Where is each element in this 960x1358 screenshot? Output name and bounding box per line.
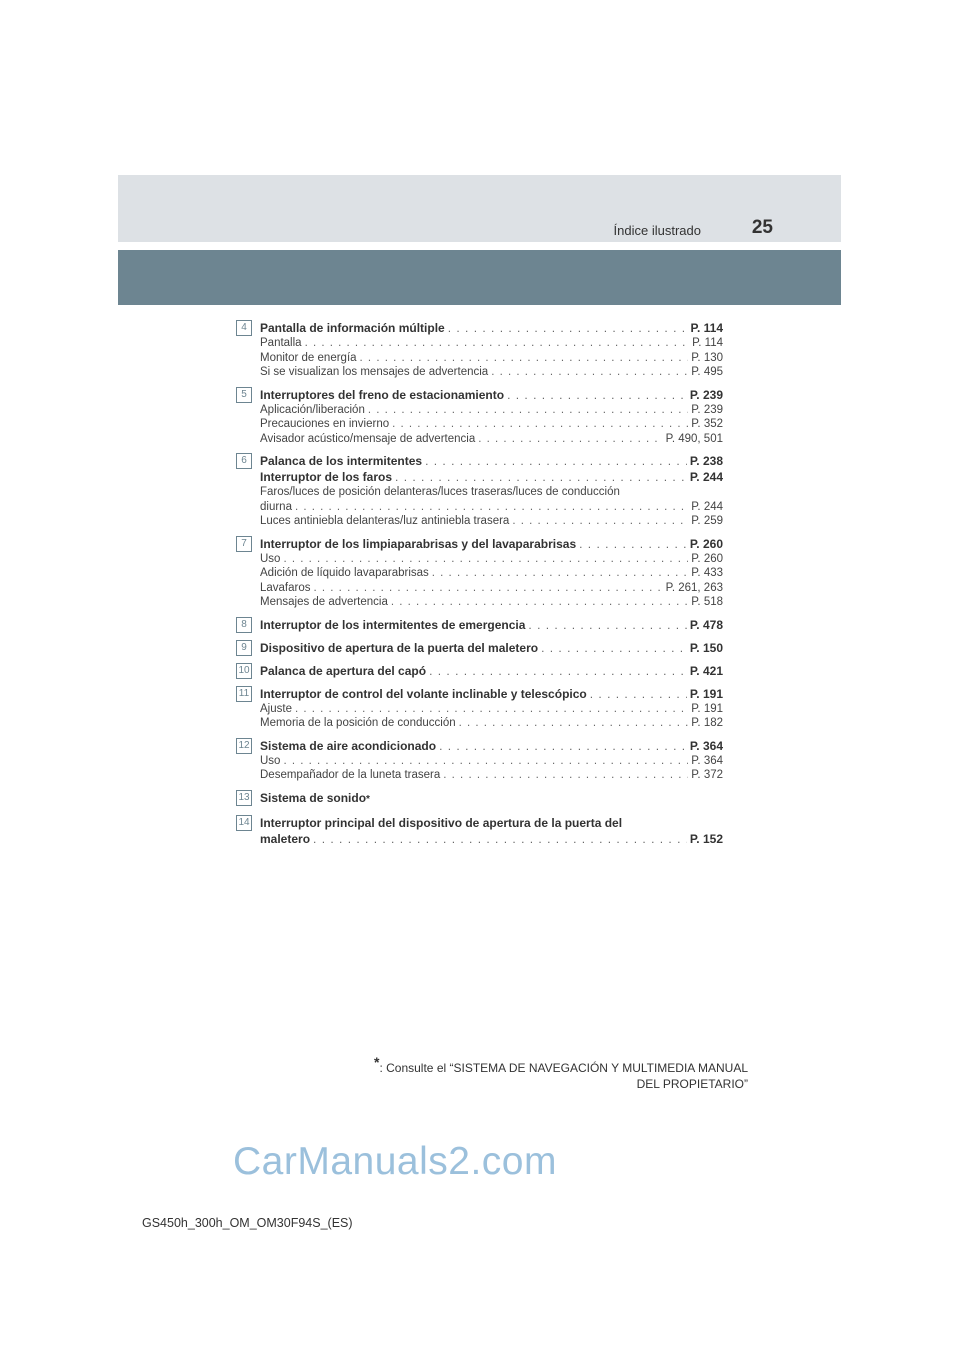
sub-entry <box>260 768 723 783</box>
sub-entry <box>260 365 723 380</box>
leader-dots <box>313 831 687 847</box>
sub-entry <box>260 351 723 366</box>
entry-page-ref[interactable]: P. 364 <box>689 738 723 753</box>
sub-entry-label: Pantalla <box>260 337 302 349</box>
entry-title: Palanca de los intermitentes <box>260 454 423 468</box>
sub-entry <box>260 566 723 581</box>
sub-entry-label: Avisador acústico/mensaje de advertencia <box>260 432 476 445</box>
index-entry <box>236 453 723 529</box>
entry-title: Interruptor de los intermitentes de emergencia <box>260 617 526 632</box>
sub-entry-page-ref[interactable]: P. 364 <box>691 754 723 767</box>
sub-entry-page-ref[interactable]: P. 114 <box>692 337 723 349</box>
sub-entry <box>260 403 723 418</box>
leader-dots <box>443 768 688 783</box>
leader-dots <box>395 469 687 485</box>
sub-entry <box>260 702 723 717</box>
entry-title: Dispositivo de apertura de la puerta del maletero <box>260 640 539 655</box>
entry-number-badge: 5 <box>236 387 252 403</box>
footnote-star: * <box>374 1054 380 1070</box>
leader-dots <box>478 432 662 447</box>
entry-title: Sistema de aire acondicionado <box>260 738 437 753</box>
sub-entry-page-ref[interactable]: P. 244 <box>691 500 723 513</box>
sub-entry <box>260 432 723 447</box>
index-entry <box>236 387 723 447</box>
page-number: 25 <box>751 217 773 238</box>
entry-page-ref[interactable]: P. 238 <box>689 454 723 468</box>
leader-dots <box>305 336 690 351</box>
sub-entry-label: Luces antiniebla delanteras/luz antiniebla trasera <box>260 515 510 527</box>
entry-title: Interruptor de los faros <box>260 470 393 484</box>
leader-dots <box>283 552 688 567</box>
leader-dots <box>541 640 687 656</box>
sub-entry-label: Desempañador de la luneta trasera <box>260 769 441 781</box>
entry-page-ref[interactable]: P. 152 <box>689 831 723 846</box>
entry-number-badge: 13 <box>236 790 252 806</box>
entry-number-badge: 10 <box>236 663 252 679</box>
entry-title: Interruptor principal del dispositivo de apertura de la puerta del <box>260 815 623 830</box>
sub-entry-page-ref[interactable]: P. 191 <box>691 702 723 715</box>
index-entry <box>236 640 723 656</box>
sub-entry-label: Precauciones en invierno <box>260 418 390 430</box>
sub-entry-page-ref[interactable]: P. 239 <box>691 403 723 416</box>
footer-document-code: GS450h_300h_OM_OM30F94S_(ES) <box>142 1216 353 1230</box>
sub-entry <box>260 514 723 529</box>
sub-entry-page-ref[interactable]: P. 372 <box>691 769 723 781</box>
index-entry <box>236 815 723 847</box>
leader-dots <box>391 595 688 610</box>
section-title: Índice ilustrado <box>613 223 701 238</box>
index-entry <box>236 663 723 679</box>
leader-dots <box>512 514 688 529</box>
sub-entry <box>260 417 723 432</box>
entry-title: maletero <box>260 831 311 846</box>
sub-entry-label: Mensajes de advertencia <box>260 596 388 608</box>
entry-page-ref[interactable]: P. 244 <box>689 470 723 484</box>
entry-number-badge: 7 <box>236 536 252 552</box>
leader-dots <box>295 702 688 717</box>
sub-entry <box>260 716 723 731</box>
leader-dots <box>425 453 687 469</box>
entry-page-ref[interactable]: P. 239 <box>689 387 723 402</box>
sub-entry <box>260 595 723 610</box>
sub-entry-label: Lavafaros <box>260 581 311 594</box>
entry-number-badge: 6 <box>236 453 252 469</box>
leader-dots <box>439 738 687 754</box>
index-entry <box>236 320 723 380</box>
leader-dots <box>295 500 688 515</box>
index-entry <box>236 686 723 731</box>
entry-title: Interruptor de control del volante inclinable y telescópico <box>260 686 587 701</box>
entry-number-badge: 4 <box>236 320 252 336</box>
entry-page-ref[interactable]: P. 114 <box>690 321 723 335</box>
sub-entry <box>260 581 723 596</box>
sub-entry-page-ref[interactable]: P. 130 <box>691 351 723 364</box>
sub-entry-page-ref[interactable]: P. 433 <box>691 567 723 579</box>
sub-entry <box>260 754 723 769</box>
watermark: CarManuals2.com <box>233 1140 557 1183</box>
entry-title: Interruptores del freno de estacionamiento <box>260 387 505 402</box>
entry-page-ref[interactable]: P. 260 <box>689 536 723 551</box>
leader-dots <box>448 320 688 336</box>
sub-entry <box>260 336 723 351</box>
leader-dots <box>360 351 689 366</box>
sub-entry-page-ref[interactable]: P. 495 <box>691 366 723 378</box>
leader-dots <box>283 754 688 769</box>
entry-page-ref[interactable]: P. 191 <box>689 686 723 701</box>
leader-dots <box>429 663 687 679</box>
leader-dots <box>459 716 689 731</box>
sub-entry-label: diurna <box>260 500 292 513</box>
leader-dots <box>392 417 688 432</box>
index-entry <box>236 617 723 633</box>
entry-title: Sistema de sonido <box>260 790 367 805</box>
leader-dots <box>590 686 687 702</box>
footnote <box>374 1054 748 1092</box>
sub-entry-label: Monitor de energía <box>260 351 357 364</box>
entry-title: Interruptor de los limpiaparabrisas y del lavaparabrisas <box>260 536 577 551</box>
leader-dots <box>368 403 688 418</box>
sub-entry <box>260 552 723 567</box>
index-entry <box>236 536 723 610</box>
sub-entry-label: Si se visualizan los mensajes de advertencia <box>260 366 489 378</box>
header-top-band <box>118 175 841 242</box>
leader-dots <box>314 581 663 596</box>
entry-page-ref[interactable]: P. 421 <box>689 663 723 678</box>
entry-sub-label: Faros/luces de posición delanteras/luces traseras/luces de conducción <box>260 486 620 498</box>
sub-entry-page-ref[interactable]: P. 261, 263 <box>665 581 723 594</box>
sub-entry-page-ref[interactable]: P. 260 <box>691 552 723 565</box>
entry-number-badge: 9 <box>236 640 252 656</box>
leader-dots <box>432 566 688 581</box>
sub-entry-label: Ajuste <box>260 702 292 715</box>
sub-entry-label: Uso <box>260 754 281 767</box>
entry-number-badge: 8 <box>236 617 252 633</box>
leader-dots <box>491 365 688 380</box>
index-entry <box>236 738 723 783</box>
sub-entry <box>260 500 723 515</box>
footnote-line-1: : Consulte el “SISTEMA DE NAVEGACIÓN Y MULTIMEDIA MANUAL <box>379 1061 748 1075</box>
entry-page-ref[interactable]: P. 150 <box>689 640 723 655</box>
sub-entry-label: Adición de líquido lavaparabrisas <box>260 567 429 579</box>
sub-entry-label: Uso <box>260 552 281 565</box>
entry-title: Pantalla de información múltiple <box>260 321 445 335</box>
sub-entry-page-ref[interactable]: P. 182 <box>691 717 723 729</box>
entry-number-badge: 14 <box>236 815 252 831</box>
index-entry <box>236 790 723 808</box>
sub-entry-page-ref[interactable]: P. 518 <box>691 596 723 608</box>
header-color-bar <box>118 250 841 305</box>
leader-dots <box>507 387 687 403</box>
index-entries <box>236 320 723 854</box>
leader-dots <box>579 536 687 552</box>
entry-title: Palanca de apertura del capó <box>260 663 427 678</box>
sub-entry-page-ref[interactable]: P. 352 <box>691 418 723 430</box>
entry-star: * <box>366 793 370 805</box>
entry-number-badge: 11 <box>236 686 252 702</box>
leader-dots <box>528 617 686 633</box>
sub-entry-label: Aplicación/liberación <box>260 403 365 416</box>
sub-entry-page-ref[interactable]: P. 259 <box>691 515 723 527</box>
sub-entry-page-ref[interactable]: P. 490, 501 <box>665 432 723 445</box>
sub-entry-label: Memoria de la posición de conducción <box>260 717 456 729</box>
footnote-line-2: DEL PROPIETARIO” <box>636 1077 748 1091</box>
entry-page-ref[interactable]: P. 478 <box>689 617 723 632</box>
entry-number-badge: 12 <box>236 738 252 754</box>
